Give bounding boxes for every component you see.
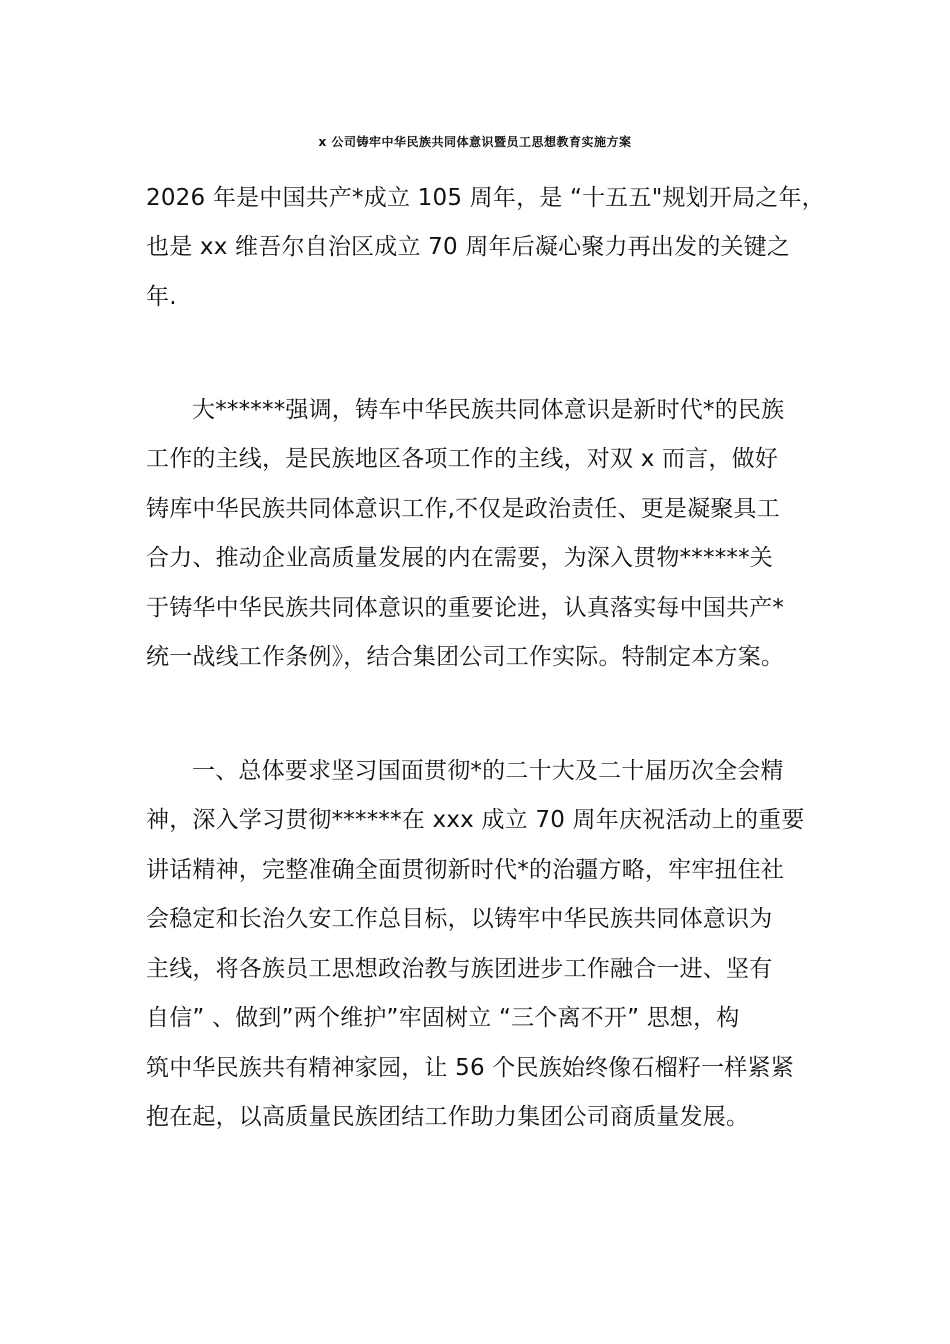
paragraph-1-line-2: 也是 xx 维吾尔自治区成立 70 周年后凝心聚力再出发的关键之 <box>146 234 791 260</box>
paragraph-3-line-1: 一、总体要求坚习国面贯彻*的二十大及二十届历次全会精 <box>192 758 784 784</box>
paragraph-2-line-1: 大******强调，铸车中华民族共同体意识是新时代*的民族 <box>192 397 785 423</box>
paragraph-3-line-6: 自信” 、做到”两个维护”牢固树立 “三个离不开” 思想，构 <box>146 1005 740 1031</box>
paragraph-2-line-5: 于铸华中华民族共同体意识的重要论进，认真落实每中国共产* <box>146 595 785 621</box>
paragraph-2-line-4: 合力、推动企业高质量发展的内在需要，为深入贯物******关 <box>146 545 773 571</box>
paragraph-3-line-8: 抱在起，以高质量民族团结工作助力集团公司商质量发展。 <box>146 1104 750 1130</box>
paragraph-2-line-2: 工作的主线，是民族地区各项工作的主线，对双 x 而言，做好 <box>146 446 779 472</box>
paragraph-3-line-2: 神，深入学习贯彻******在 xxx 成立 70 周年庆祝活动上的重要 <box>146 807 805 833</box>
document-title: x 公司铸牢中华民族共同体意识暨员工思想教育实施方案 <box>318 135 632 149</box>
paragraph-3-line-5: 主线，将各族员工思想政治教与族团进步工作融合一进、坚有 <box>146 956 773 982</box>
paragraph-2-line-3: 铸库中华民族共同体意识工作,不仅是政治责任、更是凝聚具工 <box>146 496 780 522</box>
paragraph-3-line-3: 讲话精神，完整准确全面贯彻新时代*的治疆方略，牢牢扭住社 <box>146 857 785 883</box>
paragraph-3-line-4: 会稳定和长治久安工作总目标，以铸牢中华民族共同体意识为 <box>146 906 773 932</box>
paragraph-2-line-6: 统一战线工作条例》，结合集团公司工作实际。特制定本方案。 <box>146 644 785 670</box>
paragraph-1-line-3: 年. <box>146 284 177 310</box>
paragraph-1-line-1: 2026 年是中国共产*成立 105 周年，是 “十五五"规划开局之年， <box>146 185 825 211</box>
paragraph-3-line-7: 筑中华民族共有精神家园，让 56 个民族始终像石榴籽一样紧紧 <box>146 1055 794 1081</box>
